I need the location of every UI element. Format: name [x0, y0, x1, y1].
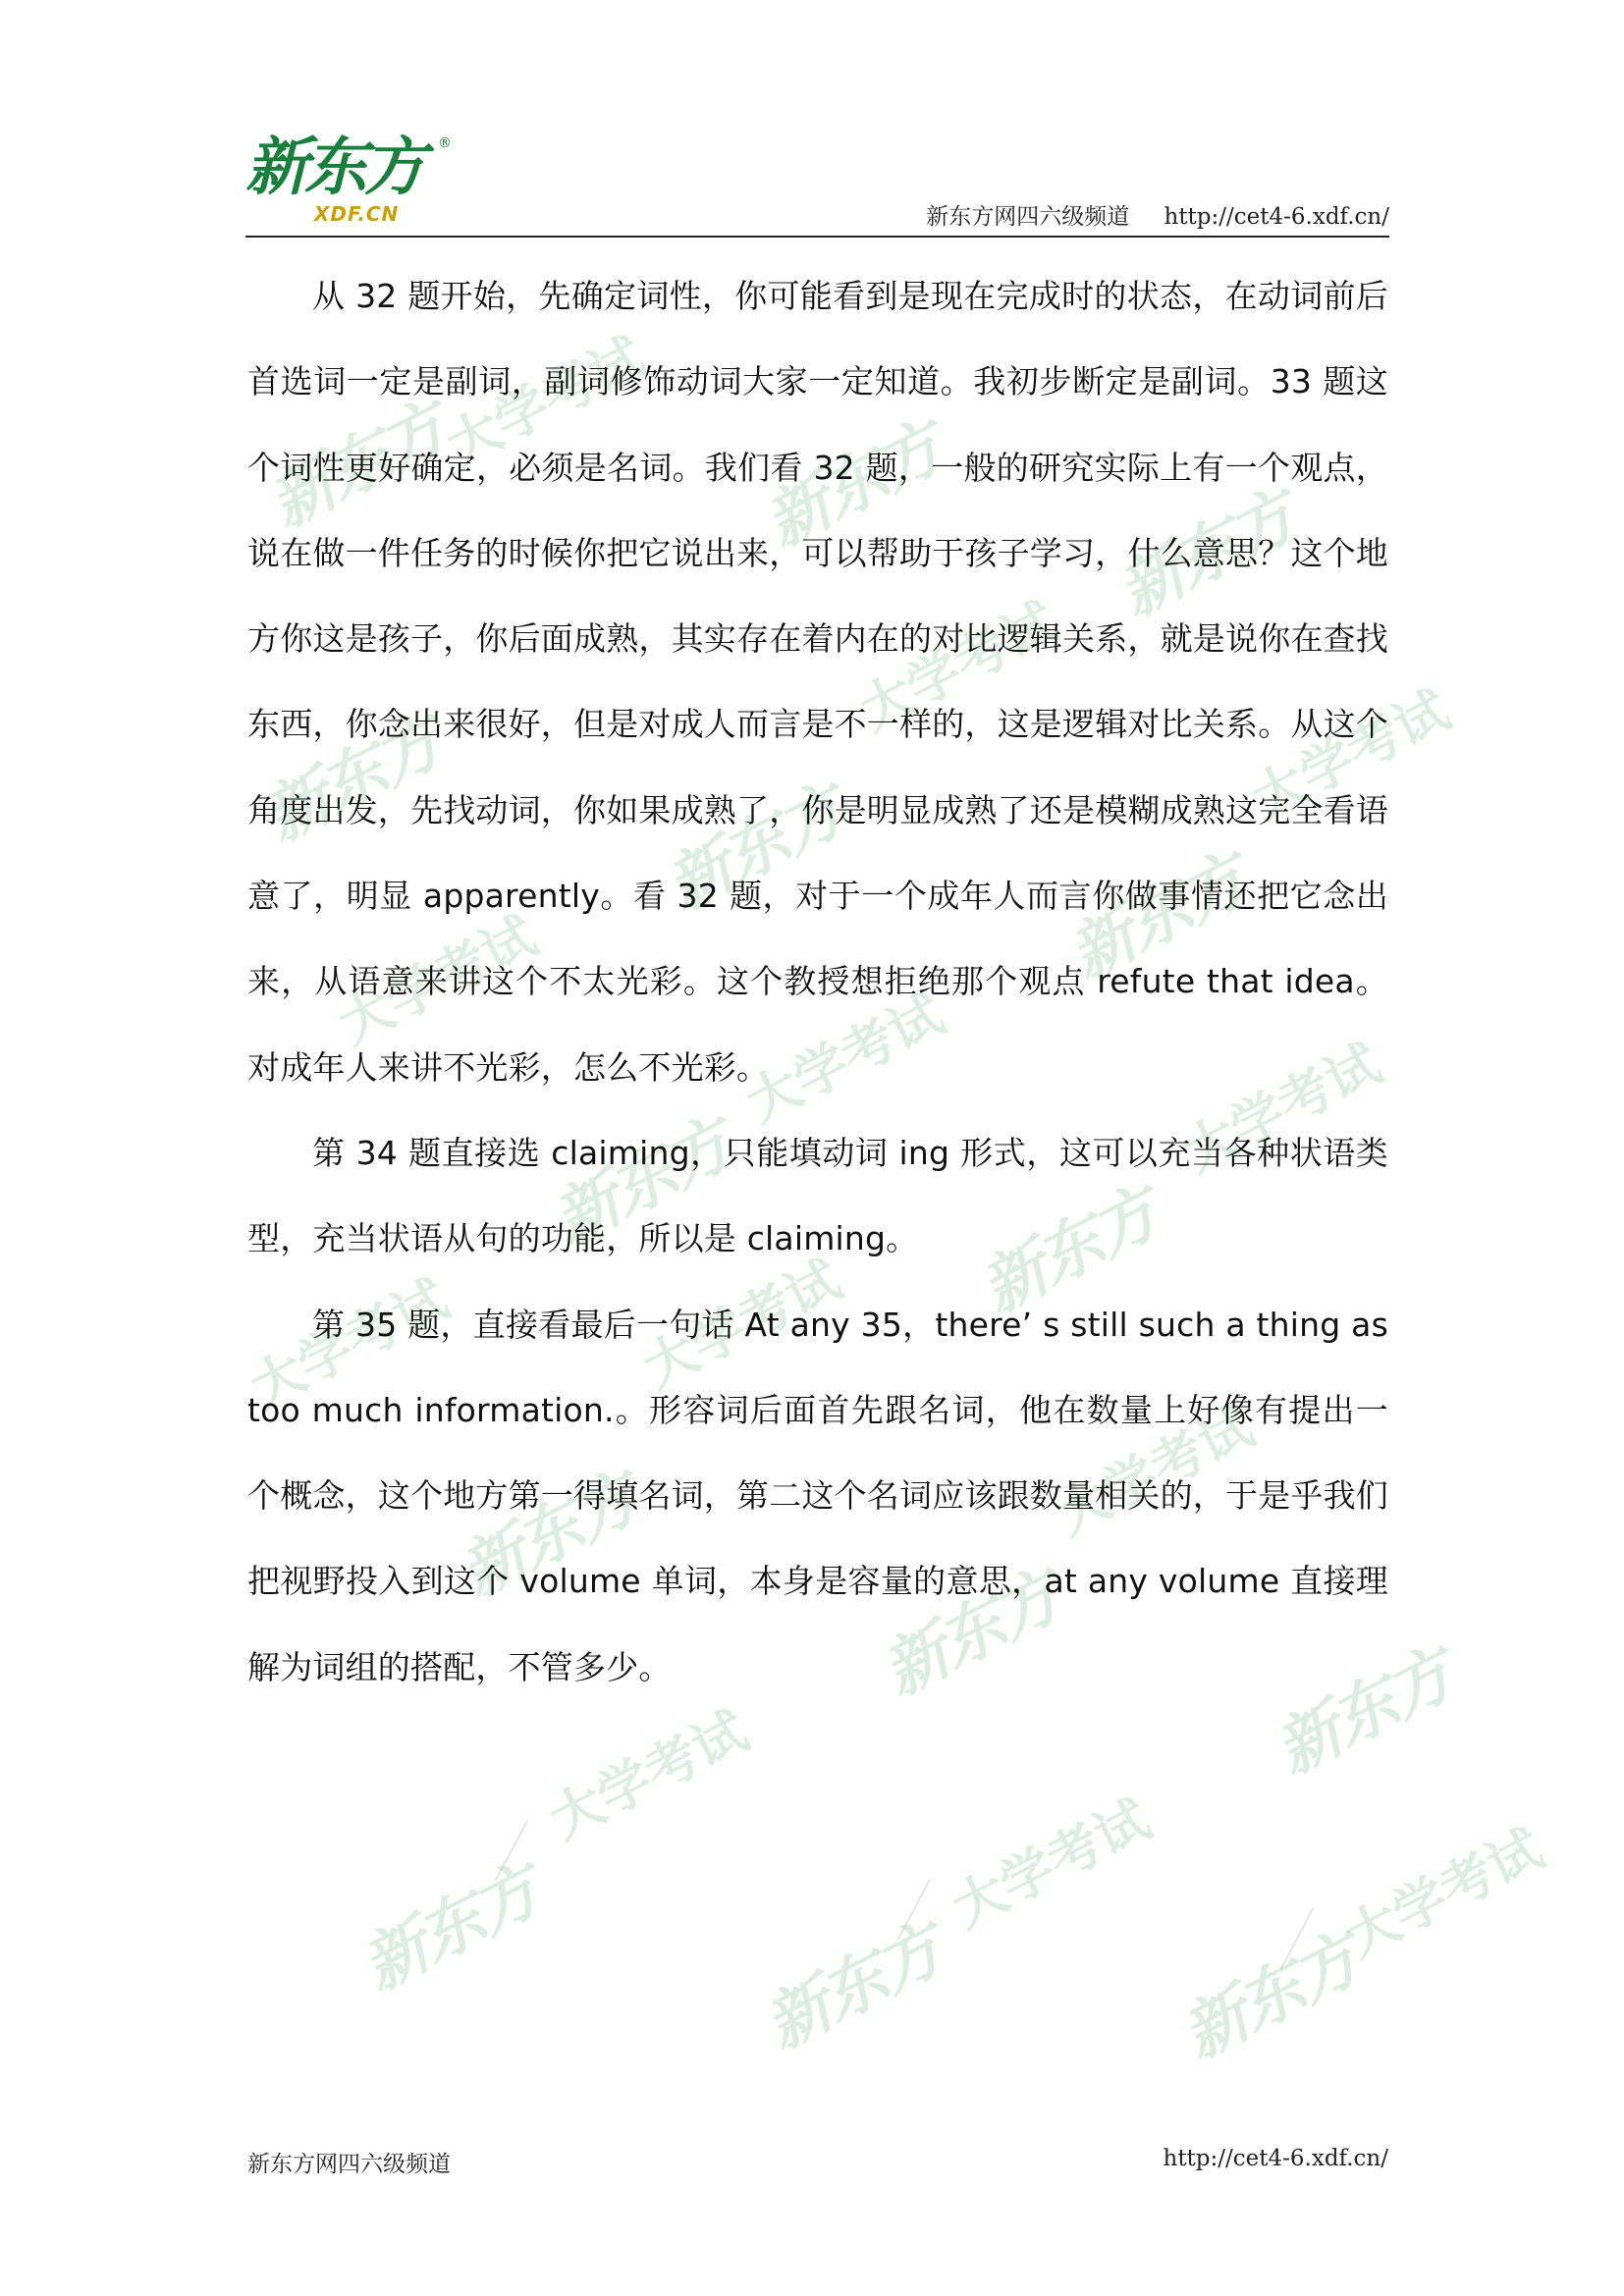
watermark-logo: 新东方: [256, 390, 458, 542]
watermark-exam: 大学考试: [436, 325, 655, 477]
watermark-logo: 新东方: [1106, 478, 1307, 630]
watermark-logo: 新东方: [1169, 1921, 1371, 2073]
watermark-exam: 大学考试: [942, 1788, 1161, 1940]
document-body: [247, 253, 1388, 1710]
watermark-separator: [495, 1820, 529, 1882]
watermark-separator: [1280, 1908, 1315, 1970]
watermark-exam: 大学考试: [328, 904, 547, 1056]
watermark-logo: 新东方: [1056, 841, 1258, 993]
watermark-logo: 新东方: [1263, 1636, 1464, 1789]
header-channel: 新东方网四六级频道: [926, 204, 1130, 230]
watermark-exam: 大学考试: [539, 1699, 758, 1851]
watermark-exam: 大学考试: [1334, 1817, 1553, 1969]
watermark-logo: 新东方: [752, 1911, 953, 2063]
watermark-exam: 大学考试: [240, 1267, 459, 1419]
paragraph-q34: 第 34 题直接选 claiming，只能填动词 ing 形式，这可以充当各种状语类型，充当状语从句的功能，所以是 claiming。: [247, 1133, 1388, 1258]
watermark-logo: 新东方: [541, 1106, 742, 1258]
paragraph-q35: 第 35 题，直接看最后一句话 At any 35，there’ s still such a thing as too much information.。形容词后面首先跟名词，他在数量上好像有提出一个概念，这个地方第一得填名词，第二这个名词应该跟数量相关的，于是乎我们把视野投入到这个 volume 单词，本身是容量的意思，at any volume 直接理解为词组的搭配，不管多少。: [247, 1305, 1388, 1686]
watermark-exam: 大学考试: [735, 983, 954, 1135]
header-divider: [245, 236, 1389, 238]
logo-text: 新东方: [245, 132, 422, 204]
paragraph-q32-33: 从 32 题开始，先确定词性，你可能看到是现在完成时的状态，在动词前后首选词一定是副词，副词修饰动词大家一定知道。我初步断定是副词。33 题这个词性更好确定，必须是名词。我们看 32 题，一般的研究实际上有一个观点，说在做一件任务的时候你把它说出来，可以帮助于孩子学习，什么意思？这个地方你这是孩子，你后面成熟，其实存在着内在的对比逻辑关系，就是说你在查找东西，你念出来很好，但是对成人而言是不一样的，这是逻辑对比关系。从这个角度出发，先找动词，你如果成熟了，你是明显成熟了还是模糊成熟这完全看语意了，明显 apparently。看 32 题，对于一个成年人而言你做事情还把它念出来，从语意来讲这个不太光彩。这个教授想拒绝那个观点 refute that idea。对成年人来讲不光彩，怎么不光彩。: [247, 277, 1388, 1087]
watermark-logo: 新东方: [752, 409, 953, 561]
header-info: [926, 198, 1389, 231]
watermark-separator: [897, 1879, 932, 1941]
logo-registered-mark: ®: [438, 135, 452, 151]
footer-url: http://cet4-6.xdf.cn/: [1163, 2146, 1388, 2171]
watermark-exam: 大学考试: [1172, 1032, 1391, 1184]
watermark-exam: 大学考试: [1045, 1395, 1264, 1547]
watermark-logo: 新东方: [350, 1852, 551, 2004]
xdf-logo: [245, 132, 461, 230]
page-header: [245, 118, 1389, 238]
watermark-logo: 新东方: [654, 773, 855, 925]
watermark-logo: 新东方: [968, 1175, 1169, 1327]
footer-channel: 新东方网四六级频道: [247, 2152, 451, 2177]
header-url: http://cet4-6.xdf.cn/: [1164, 204, 1389, 230]
watermark-exam: 大学考试: [1241, 678, 1460, 830]
watermark-logo: 新东方: [870, 1558, 1071, 1710]
watermark-logo: 新东方: [251, 704, 453, 856]
logo-subtext: XDF.CN: [314, 202, 400, 226]
watermark-exam: 大学考试: [632, 1248, 851, 1400]
watermark-exam: 大学考试: [848, 590, 1067, 742]
watermark-logo: 新东方: [448, 1460, 649, 1612]
